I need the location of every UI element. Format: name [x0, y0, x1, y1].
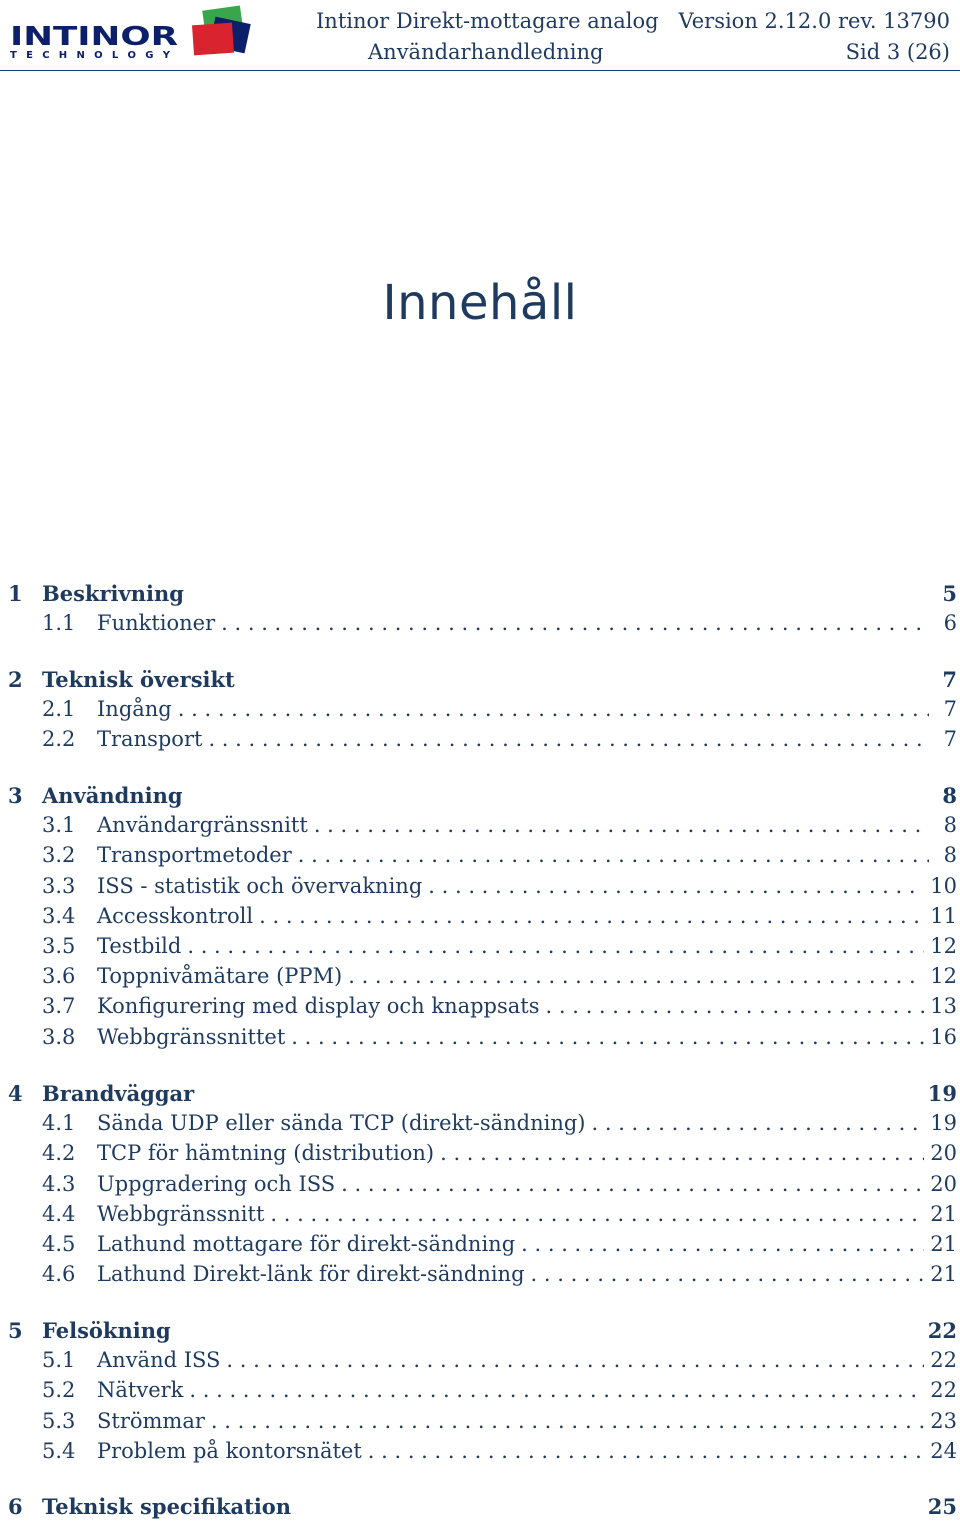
toc-page-number: 19 — [930, 1111, 957, 1136]
toc-page-number: 23 — [930, 1408, 957, 1433]
toc-dot-leader — [341, 1172, 924, 1196]
toc-section-number: 4.1 — [42, 1111, 76, 1136]
toc-dot-leader — [314, 813, 929, 837]
toc-section-number: 3.3 — [42, 873, 76, 898]
toc-dot-leader — [208, 727, 929, 751]
toc-section[interactable] — [8, 904, 957, 934]
toc-page-number: 5 — [942, 581, 957, 606]
toc-page-number: 25 — [927, 1494, 957, 1519]
toc-dot-leader — [546, 994, 925, 1018]
toc-section-title[interactable]: Webbgränssnittet — [97, 1024, 286, 1049]
toc-chapter[interactable] — [8, 667, 957, 697]
toc-page-number: 12 — [930, 964, 957, 989]
toc-section-title[interactable]: Uppgradering och ISS — [97, 1171, 336, 1196]
toc-chapter[interactable] — [8, 581, 957, 611]
toc-section-number: 4.2 — [42, 1141, 76, 1166]
toc-section-number: 2.1 — [42, 697, 76, 722]
toc-section-number: 3.1 — [42, 813, 76, 838]
toc-section-number: 4.6 — [42, 1262, 76, 1287]
toc-dot-leader — [221, 611, 929, 635]
toc-chapter-number: 3 — [8, 783, 23, 808]
toc-section[interactable] — [8, 934, 957, 964]
toc-page-number: 20 — [930, 1171, 957, 1196]
toc-section-title[interactable]: Webbgränssnitt — [97, 1201, 265, 1226]
toc-section[interactable] — [8, 994, 957, 1024]
toc-section[interactable] — [8, 1409, 957, 1439]
toc-section-number: 2.2 — [42, 727, 76, 752]
toc-dot-leader — [298, 843, 929, 867]
toc-chapter[interactable] — [8, 1494, 957, 1524]
toc-dot-leader — [348, 964, 924, 988]
header-rule — [0, 70, 960, 71]
toc-section[interactable] — [8, 1232, 957, 1262]
toc-page-number: 21 — [930, 1232, 957, 1256]
toc-section-title[interactable]: Lathund mottagare för direkt-sändning — [97, 1232, 516, 1256]
toc-dot-leader — [189, 1378, 924, 1402]
toc-page-number: 21 — [930, 1262, 957, 1287]
toc-chapter-title[interactable]: Användning — [42, 783, 183, 808]
toc-section[interactable] — [8, 1262, 957, 1292]
toc-dot-leader — [270, 1202, 924, 1226]
toc-section-title[interactable]: Använd ISS — [97, 1348, 221, 1373]
toc-page-number: 8 — [943, 813, 957, 838]
toc-dot-leader — [291, 1025, 924, 1049]
toc-section-number: 3.7 — [42, 994, 76, 1019]
toc-page-number: 8 — [942, 783, 957, 808]
toc-section-number: 3.5 — [42, 934, 76, 958]
toc-section[interactable] — [8, 727, 957, 757]
toc-page-number: 22 — [930, 1348, 957, 1373]
toc-page-number: 20 — [930, 1141, 957, 1166]
toc-section-title[interactable]: Toppnivåmätare (PPM) — [97, 964, 343, 989]
toc-chapter-number: 2 — [8, 667, 23, 692]
toc-section-title[interactable]: Lathund Direkt-länk för direkt-sändning — [97, 1262, 525, 1287]
toc-section-number: 5.4 — [42, 1438, 76, 1463]
toc-page-number: 22 — [927, 1318, 957, 1343]
toc-section[interactable] — [8, 1141, 957, 1171]
toc-section[interactable] — [8, 813, 957, 843]
toc-section-title[interactable]: Problem på kontorsnätet — [97, 1438, 362, 1463]
toc-page-number: 7 — [943, 727, 957, 752]
toc-page-number: 6 — [943, 611, 957, 636]
toc-dot-leader — [592, 1111, 925, 1135]
header-doc-type: Användarhandledning — [368, 40, 604, 64]
toc-chapter-title[interactable]: Teknisk specifikation — [42, 1494, 292, 1519]
toc-page-number: 13 — [930, 994, 957, 1019]
toc-dot-leader — [226, 1348, 924, 1372]
toc-section[interactable] — [8, 874, 957, 904]
toc-page-number: 12 — [930, 934, 957, 958]
toc-page-number: 16 — [930, 1024, 957, 1049]
toc-section-title[interactable]: ISS - statistik och övervakning — [97, 873, 423, 898]
toc-section-number: 3.8 — [42, 1024, 76, 1049]
toc-dot-leader — [440, 1141, 924, 1165]
toc-page-number: 10 — [930, 873, 957, 898]
toc-chapter[interactable] — [8, 1318, 957, 1348]
toc-dot-leader — [521, 1232, 924, 1256]
toc-section-title[interactable]: Transportmetoder — [97, 843, 292, 868]
toc-page-number: 22 — [930, 1378, 957, 1403]
toc-section-number: 5.3 — [42, 1408, 76, 1433]
toc-section-number: 4.4 — [42, 1201, 76, 1226]
toc-chapter-title[interactable]: Brandväggar — [42, 1081, 195, 1106]
toc-section-title[interactable]: Transport — [97, 727, 203, 752]
toc-section-number: 5.2 — [42, 1378, 76, 1403]
toc-dot-leader — [259, 904, 924, 928]
toc-section-title[interactable]: Accesskontroll — [97, 903, 254, 928]
toc-dot-leader — [531, 1262, 925, 1286]
toc-section-title[interactable]: Konfigurering med display och knappsats — [97, 994, 540, 1019]
toc-section-title[interactable]: Ingång — [97, 697, 172, 722]
toc-section-number: 1.1 — [42, 611, 76, 636]
toc-section-title[interactable]: TCP för hämtning (distribution) — [97, 1141, 435, 1166]
toc-page-number: 7 — [942, 667, 957, 692]
header-product: Intinor Direkt-mottagare analog — [316, 9, 659, 33]
toc-page-number: 24 — [930, 1438, 957, 1463]
svg-text:INTINOR: INTINOR — [10, 22, 178, 52]
toc-section[interactable] — [8, 1025, 957, 1055]
toc-chapter-number: 6 — [8, 1494, 23, 1519]
toc-section[interactable] — [8, 1348, 957, 1378]
toc-dot-leader — [428, 874, 924, 898]
toc-section[interactable] — [8, 964, 957, 994]
toc-section[interactable] — [8, 1111, 957, 1141]
toc-dot-leader — [211, 1409, 924, 1433]
toc-section-number: 4.3 — [42, 1171, 76, 1196]
page-title: Innehåll — [382, 275, 578, 331]
toc-section-title[interactable]: Nätverk — [97, 1378, 184, 1403]
toc-section[interactable] — [8, 843, 957, 873]
toc-chapter-number: 1 — [8, 581, 23, 606]
toc-section[interactable] — [8, 697, 957, 727]
toc-section-title[interactable]: Testbild — [97, 934, 182, 958]
toc-section-title[interactable]: Användargränssnitt — [97, 813, 308, 838]
header-page-number: Sid 3 (26) — [845, 40, 950, 64]
toc-section-number: 4.5 — [42, 1232, 76, 1256]
svg-text:T E C H N O L O G Y: T E C H N O L O G Y — [10, 50, 170, 60]
toc-section[interactable] — [8, 1439, 957, 1469]
intinor-logo — [8, 4, 253, 60]
toc-section-number: 3.2 — [42, 843, 76, 868]
toc-chapter-title[interactable]: Beskrivning — [42, 581, 184, 606]
toc-section-title[interactable]: Strömmar — [97, 1408, 205, 1433]
toc-page-number: 8 — [943, 843, 957, 868]
toc-dot-leader — [187, 934, 924, 958]
header-version: Version 2.12.0 rev. 13790 — [678, 9, 950, 33]
toc-section-title[interactable]: Funktioner — [97, 611, 216, 636]
toc-chapter[interactable] — [8, 1081, 957, 1111]
toc-section[interactable] — [8, 1378, 957, 1408]
toc-section-number: 5.1 — [42, 1348, 76, 1373]
toc-section[interactable] — [8, 1172, 957, 1202]
toc-section-number: 3.6 — [42, 964, 76, 989]
toc-dot-leader — [178, 697, 929, 721]
toc-chapter-title[interactable]: Teknisk översikt — [42, 667, 235, 692]
toc-section-number: 3.4 — [42, 903, 76, 928]
toc-section[interactable] — [8, 1202, 957, 1232]
toc-section[interactable] — [8, 611, 957, 641]
toc-dot-leader — [368, 1439, 924, 1463]
toc-page-number: 11 — [930, 903, 957, 928]
toc-page-number: 19 — [927, 1081, 957, 1106]
toc-page-number: 21 — [930, 1201, 957, 1226]
page-header — [0, 0, 960, 70]
toc-page-number: 7 — [943, 697, 957, 722]
toc-chapter-number: 4 — [8, 1081, 23, 1106]
toc-chapter[interactable] — [8, 783, 957, 813]
toc-chapter-title[interactable]: Felsökning — [42, 1318, 171, 1343]
toc-chapter-number: 5 — [8, 1318, 23, 1343]
toc-section-title[interactable]: Sända UDP eller sända TCP (direkt-sändning) — [97, 1111, 586, 1136]
